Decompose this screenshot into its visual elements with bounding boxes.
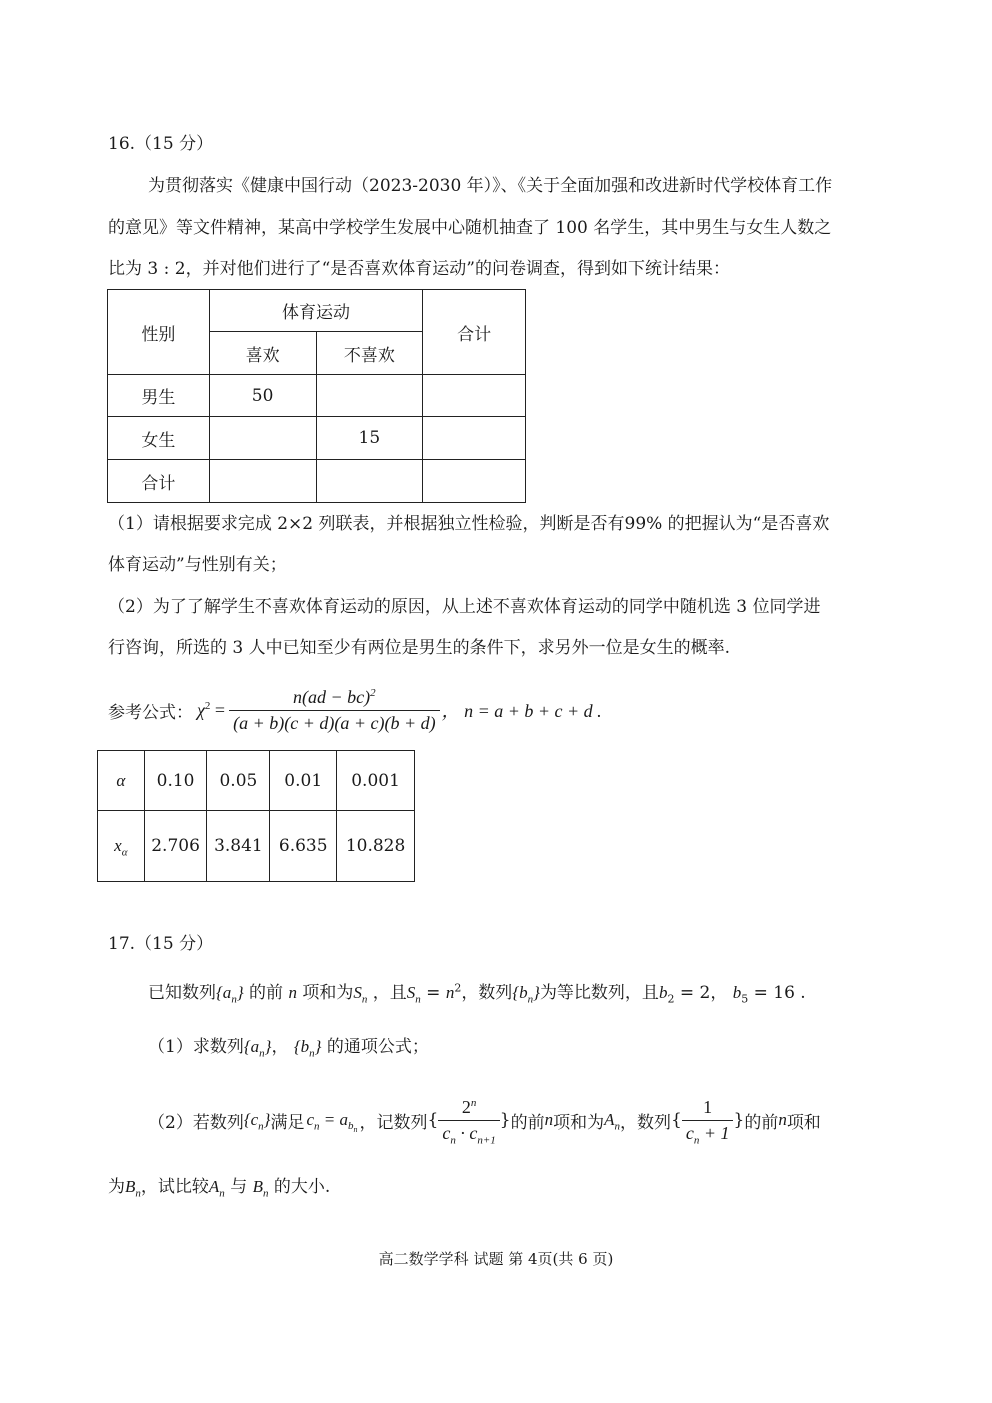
page-footer: 高二数学学科 试题 第 4页(共 6 页) — [378, 1250, 614, 1268]
cell-like — [209, 460, 316, 503]
row-label: 男生 — [108, 375, 210, 417]
alpha-value: 0.10 — [144, 751, 207, 811]
header-sport: 体育运动 — [209, 290, 423, 332]
critical-value: 2.706 — [144, 811, 207, 882]
table-row — [108, 460, 526, 503]
q17-statement: 已知数列$\{a_n\}$ 的前 n 项和为$S_n$ ，且$S_n = n^2$，数列$\{b_n\}$为等比数列，且$b_2 = 2$， $b_5 = 16$ . — [148, 981, 806, 1006]
q17-part2-cont: 为$B_n$，试比较$A_n$ 与 $B_n$ 的大小. — [108, 1177, 331, 1200]
cell-total — [423, 375, 526, 417]
formula-numerator: n(ad − bc)$^2$ — [229, 687, 440, 711]
critical-value-table — [97, 750, 415, 882]
q16-part1-line-1: （1）请根据要求完成 2×2 列联表，并根据独立性检验，判断是否有99% 的把握认为“是否喜欢 — [108, 514, 830, 534]
critical-value: 3.841 — [207, 811, 270, 882]
cell-dislike — [316, 460, 423, 503]
contingency-table — [107, 289, 526, 503]
q16-para-line-3: 比为 3 : 2，并对他们进行了“是否喜欢体育运动”的问卷调查，得到如下统计结果： — [108, 259, 730, 279]
fraction-1-over-c-plus-1: $\frac{1}{c_n + 1}$ — [682, 1097, 734, 1144]
q16-para-line-2: 的意见》等文件精神，某高中学校学生发展中心随机抽查了 100 名学生，其中男生与女生人数之 — [108, 218, 832, 238]
alpha-label: α — [98, 751, 145, 811]
q17-part2: （2）若数列 $\{c_n\}$ 满足 $c_n = a_{b_n}$ ，记数列 { $\frac{2^n}{c_n \cdot c_{n+1}}$ } 的前 n 项和为 $A_n$ ，数列 { $\frac{1}{c_n + 1}$ } 的前 n 项和 — [148, 1096, 821, 1147]
q16-part1-line-2: 体育运动”与性别有关； — [108, 555, 287, 575]
q16-part2-line-1: （2）为了了解学生不喜欢体育运动的原因，从上述不喜欢体育运动的同学中随机选 3 位同学进 — [108, 597, 821, 617]
reference-formula — [108, 682, 602, 738]
critical-value: 10.828 — [337, 811, 415, 882]
header-like: 喜欢 — [209, 332, 316, 375]
formula-label: 参考公式： — [108, 702, 193, 723]
header-gender: 性别 — [108, 290, 210, 375]
header-total: 合计 — [423, 290, 526, 375]
q16-para-line-1: 为贯彻落实《健康中国行动（2023-2030 年）》、《关于全面加强和改进新时代学校体育工作 — [148, 176, 833, 196]
critical-value: 6.635 — [270, 811, 337, 882]
q16-part2-line-2: 行咨询，所选的 3 人中已知至少有两位是男生的条件下，求另外一位是女生的概率. — [108, 638, 731, 658]
alpha-value: 0.05 — [207, 751, 270, 811]
q17-part1: （1）求数列$\{a_n\}$， $\{b_n\}$ 的通项公式； — [148, 1037, 429, 1060]
cell-like — [209, 417, 316, 460]
x-alpha-label: $x_\alpha$ — [98, 811, 145, 882]
formula-tail: ， n = a + b + c + d . — [441, 701, 602, 721]
row-label: 合计 — [108, 460, 210, 503]
formula-denominator: (a + b)(c + d)(a + c)(b + d) — [233, 712, 436, 733]
cell-like: 50 — [209, 375, 316, 417]
q16-header: 16.（15 分） — [108, 134, 214, 154]
row-label: 女生 — [108, 417, 210, 460]
alpha-value: 0.01 — [270, 751, 337, 811]
cell-total — [423, 417, 526, 460]
q17-header: 17.（15 分） — [108, 934, 214, 954]
cell-dislike — [316, 375, 423, 417]
table-row — [108, 375, 526, 417]
cell-total — [423, 460, 526, 503]
chi-square-fraction — [229, 687, 440, 734]
alpha-value: 0.001 — [337, 751, 415, 811]
chi-square-symbol: $\chi^2$ = — [197, 699, 226, 720]
table-row — [108, 417, 526, 460]
fraction-2n-over-cc: $\frac{2^n}{c_n \cdot c_{n+1}}$ — [438, 1097, 499, 1144]
header-dislike: 不喜欢 — [316, 332, 423, 375]
cell-dislike: 15 — [316, 417, 423, 460]
